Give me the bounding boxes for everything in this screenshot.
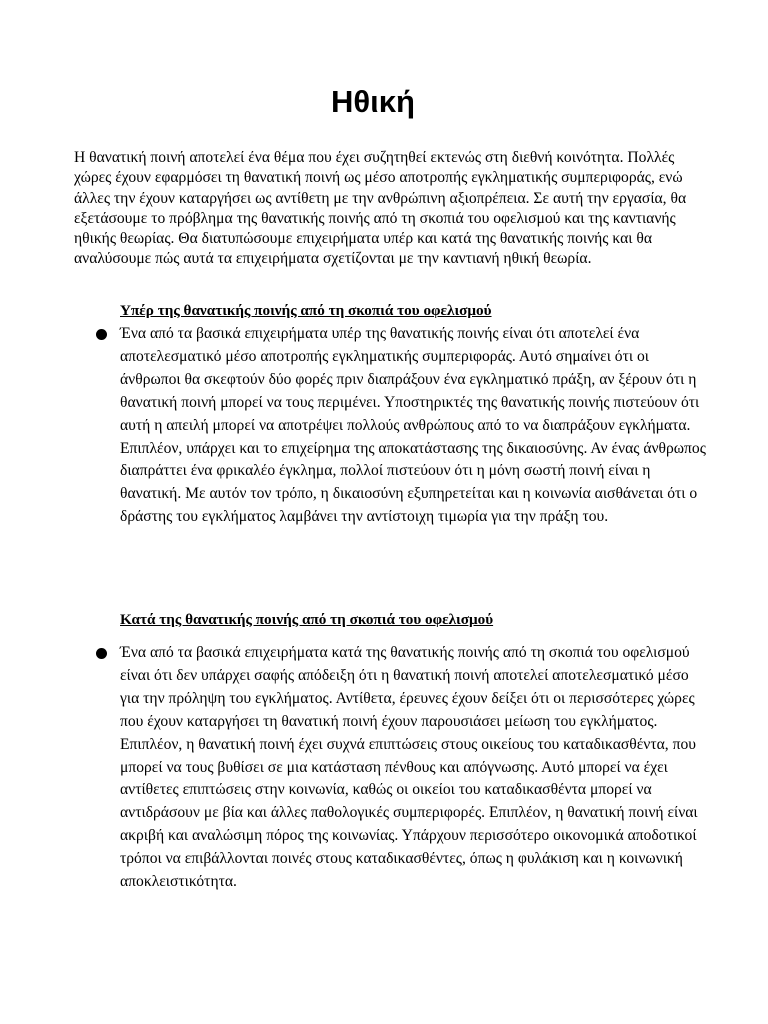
bullet-text-pro: Ένα από τα βασικά επιχειρήματα υπέρ της θανατικής ποινής είναι ότι αποτελεί ένα αποτελεσματικό μέσο αποτροπής εγκληματικής συμπεριφοράς. Αυτό σημαίνει ότι οι άνθρωποι θα σκεφτούν δύο φορές πριν διαπράξουν ένα εγκληματικό πράξη, αν ξέρουν ότι η θανατική ποινή μπορεί να τους περιμένει. Υποστηρικτές της θανατικής ποινής πιστεύουν ότι αυτή η απειλή μπορεί να αποτρέψει πολλούς ανθρώπους από το να διαπράξουν εγκλήματα. Επιπλέον, υπάρχει και το επιχείρημα της αποκατάστασης της δικαιοσύνης. Αν ένας άνθρωπος διαπράττει ένα φρικαλέο έγκλημα, πολλοί πιστεύουν ότι η μόνη σωστή ποινή είναι η θανατική. Με αυτόν τον τρόπο, η δικαιοσύνη εξυπηρετείται και η κοινωνία αισθάνεται ότι ο δράστης του εγκλήματος λαμβάνει την αντίστοιχη τιμωρία για την πράξη του. (120, 325, 706, 526)
intro-paragraph: Η θανατική ποινή αποτελεί ένα θέμα που έχει συζητηθεί εκτενώς στη διεθνή κοινότητα. Πολλές χώρες έχουν εφαρμόσει τη θανατική ποινή ως μέσο αποτροπής εγκληματικής συμπεριφοράς, ενώ άλλες την έχουν καταργήσει ως αντίθετη με την ανθρώπινη αξιοπρέπεια. Σε αυτή την εργασία, θα εξετάσουμε το πρόβλημα της θανατικής ποινής από τη σκοπιά του οφελισμού και της καντιανής ηθικής θεωρίας. Θα διατυπώσουμε επιχειρήματα υπέρ και κατά της θανατικής ποινής και θα αναλύσουμε πώς αυτά τα επιχειρήματα σχετίζονται με την καντιανή ηθική θεωρία. (74, 149, 687, 268)
page-title: Ηθική (331, 84, 415, 119)
bullet-icon (96, 648, 107, 659)
section-heading-con: Κατά της θανατικής ποινής από τη σκοπιά του οφελισμού (120, 611, 494, 628)
section-heading-pro: Υπέρ της θανατικής ποινής από τη σκοπιά του οφελισμού (120, 302, 492, 319)
bullet-text-con: Ένα από τα βασικά επιχειρήματα κατά της θανατικής ποινής από τη σκοπιά του οφελισμού είναι ότι δεν υπάρχει σαφής απόδειξη ότι η θανατική ποινή αποτελεί αποτελεσματικό μέσο για την πρόληψη του εγκλήματος. Αντίθετα, έρευνες έχουν δείξει ότι οι περισσότερες χώρες που έχουν καταργήσει τη θανατική ποινή έχουν παρουσιάσει μείωση του εγκλήματος. Επιπλέον, η θανατική ποινή έχει συχνά επιπτώσεις στους οικείους του καταδικασθέντα, που μπορεί να τους βυθίσει σε μια κατάσταση πένθους και απόγνωσης. Αυτό μπορεί να έχει αντίθετες επιπτώσεις στην κοινωνία, καθώς οι οικείοι του καταδικασθέντα μπορεί να αντιδράσουν με βία και άλλες παθολογικές συμπεριφορές. Επιπλέον, η θανατική ποινή είναι ακριβή και αναλώσιμη πόρος της κοινωνίας. Υπάρχουν περισσότερο οικονομικά αποδοτικοί τρόποι να επιβάλλονται ποινές στους καταδικασθέντες, όπως η φυλάκιση και η κοινωνική αποκλειστικότητα. (120, 644, 698, 891)
bullet-item-pro (96, 323, 706, 529)
bullet-item-con (96, 642, 706, 894)
bullet-icon (96, 329, 107, 340)
